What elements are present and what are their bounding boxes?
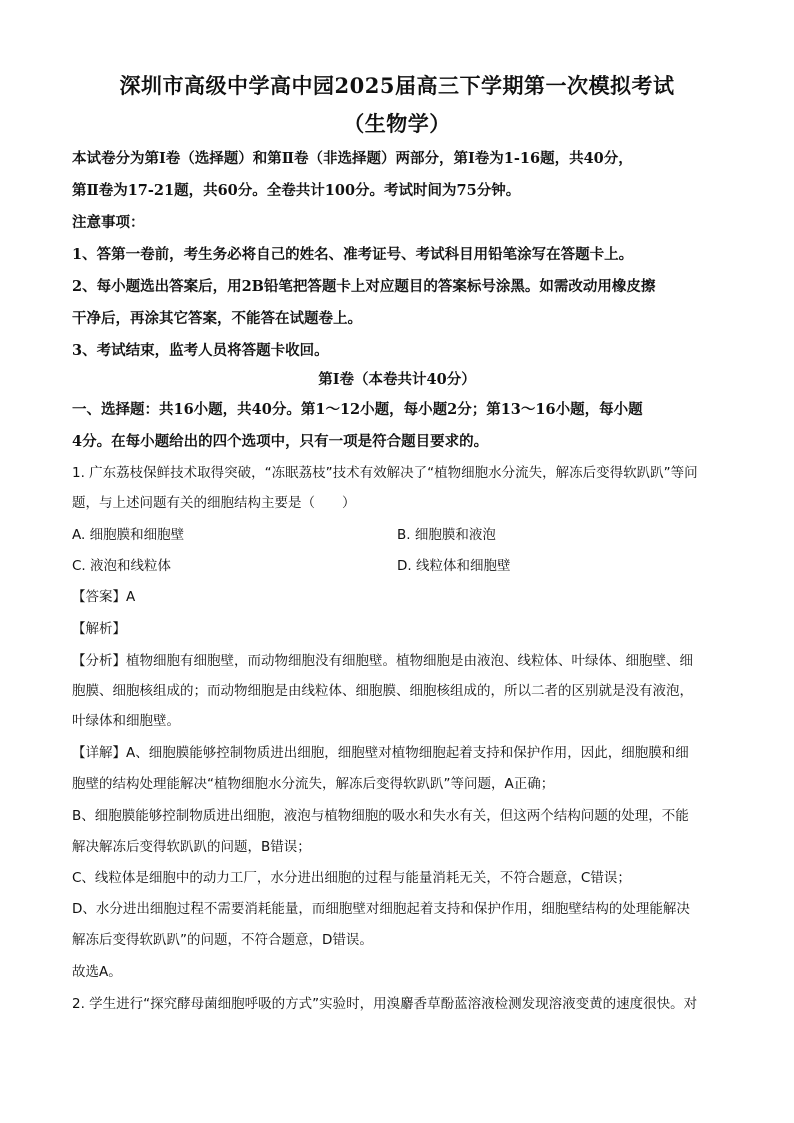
- exam-subject: （生物学）: [343, 111, 451, 136]
- exam-title: 深圳市高级中学高中园2025届高三下学期第一次模拟考试: [119, 73, 675, 98]
- q1-c-line-1: C、线粒体是细胞中的动力工厂，水分进出细胞的过程与能量消耗无关，不符合题意，C错误；: [72, 870, 631, 886]
- q1-option-b: B. 细胞膜和液泡: [397, 527, 496, 543]
- q1-stem-line-1: 1. 广东荔枝保鲜技术取得突破，“冻眠荔枝”技术有效解决了“植物细胞水分流失，解冻后变得软趴趴”等问: [72, 465, 698, 481]
- notes-heading: 注意事项：: [72, 214, 145, 231]
- q1-option-c: C. 液泡和线粒体: [72, 558, 172, 574]
- q1-conclusion: 故选A。: [72, 964, 122, 980]
- q1-b-line-2: 解决解冻后变得软趴趴的问题，B错误；: [72, 839, 311, 855]
- notes-item-3: 3、考试结束，监考人员将答题卡收回。: [72, 342, 329, 359]
- q1-fenxi-line-2: 胞膜、细胞核组成的；而动物细胞是由线粒体、细胞膜、细胞核组成的，所以二者的区别就是没有液泡，: [72, 683, 693, 699]
- q1-xiangjie-line-2: 胞壁的结构处理能解决“植物细胞水分流失，解冻后变得软趴趴”等问题，A正确；: [72, 776, 555, 792]
- q1-d-line-2: 解冻后变得软趴趴”的问题，不符合题意，D错误。: [72, 932, 373, 948]
- notes-item-1: 1、答第一卷前，考生务必将自己的姓名、准考证号、考试科目用铅笔涂写在答题卡上。: [72, 246, 634, 263]
- q1-option-a: A. 细胞膜和细胞壁: [72, 527, 185, 543]
- notes-item-2-line-1: 2、每小题选出答案后，用2B铅笔把答题卡上对应题目的答案标号涂黑。如需改动用橡皮擦: [72, 278, 656, 295]
- q1-d-line-1: D、水分进出细胞过程不需要消耗能量，而细胞壁对细胞起着支持和保护作用，细胞壁结构的处理能解决: [72, 901, 690, 917]
- notes-item-2-line-2: 干净后，再涂其它答案，不能答在试题卷上。: [72, 310, 362, 327]
- section-1-instructions-line-1: 一、选择题：共16小题，共40分。第1～12小题，每小题2分；第13～16小题，每小题: [72, 401, 643, 418]
- section-1-instructions-line-2: 4分。在每小题给出的四个选项中，只有一项是符合题目要求的。: [72, 433, 489, 450]
- q1-xiangjie-line-1: 【详解】A、细胞膜能够控制物质进出细胞，细胞壁对植物细胞起着支持和保护作用，因此，细胞膜和细: [72, 745, 689, 761]
- q1-fenxi-line-3: 叶绿体和细胞壁。: [72, 713, 180, 729]
- q1-b-line-1: B、细胞膜能够控制物质进出细胞，液泡与植物细胞的吸水和失水有关，但这两个结构问题的处理，不能: [72, 808, 689, 824]
- q1-fenxi-line-1: 【分析】植物细胞有细胞壁，而动物细胞没有细胞壁。植物细胞是由液泡、线粒体、叶绿体、细胞壁、细: [72, 653, 693, 669]
- q1-analysis-label: 【解析】: [72, 621, 126, 637]
- q1-stem-line-2: 题，与上述问题有关的细胞结构主要是（ ）: [72, 495, 356, 511]
- q1-answer: 【答案】A: [72, 589, 136, 605]
- section-1-heading: 第Ⅰ卷（本卷共计40分）: [318, 371, 476, 388]
- intro-line-1: 本试卷分为第Ⅰ卷（选择题）和第Ⅱ卷（非选择题）两部分，第Ⅰ卷为1-16题，共40分，: [72, 150, 633, 167]
- q1-option-d: D. 线粒体和细胞壁: [397, 558, 511, 574]
- q2-stem-line-1: 2. 学生进行“探究酵母菌细胞呼吸的方式”实验时，用溴麝香草酚蓝溶液检测发现溶液变黄的速度很快。对: [72, 996, 698, 1012]
- intro-line-2: 第Ⅱ卷为17-21题，共60分。全卷共计100分。考试时间为75分钟。: [72, 182, 521, 199]
